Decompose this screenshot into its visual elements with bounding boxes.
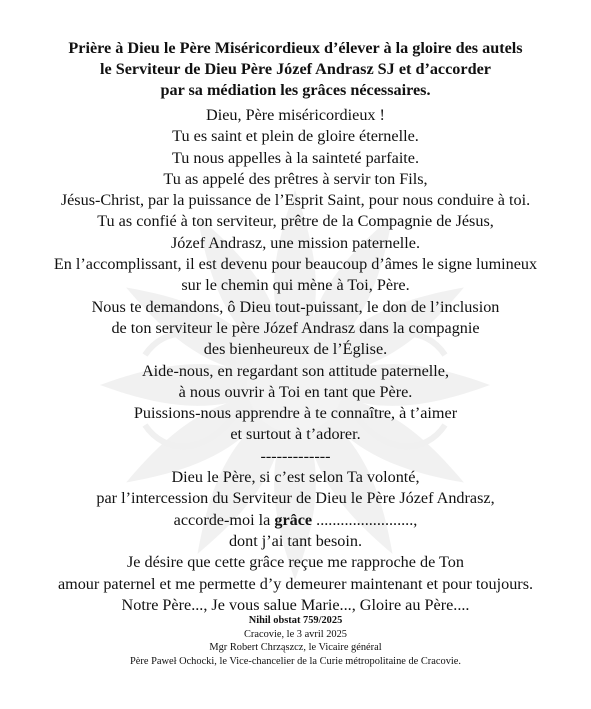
prayer-line: sur le chemin qui mène à Toi, Père. <box>181 276 410 295</box>
approval-date: Cracovie, le 3 avril 2025 <box>243 628 347 640</box>
prayer-line: des bienheureux de l’Église. <box>203 340 388 359</box>
prayer-line: Józef Andrasz, une mission paternelle. <box>170 233 421 252</box>
grace-blank: ........................, <box>316 510 418 529</box>
nihil-obstat: Nihil obstat 759/2025 <box>248 615 343 626</box>
prayer-title <box>10 38 581 101</box>
prayer-line: Dieu, Père miséricordieux ! <box>206 106 385 124</box>
vice-chancellor: Père Paweł Ochocki, le Vice-chancelier de la Curie métropolitaine de Cracovie. <box>130 655 461 667</box>
grace-word: grâce <box>274 510 313 529</box>
prayer-line: Puissions-nous apprendre à te connaître, à t’aimer <box>133 404 458 423</box>
prayer-body <box>10 105 581 616</box>
prayer-line: Nous te demandons, ô Dieu tout-puissant, le don de l’inclusion <box>91 297 500 316</box>
petition-line: Dieu le Père, si c’est selon Ta volonté, <box>171 468 420 487</box>
prayer-line: de ton serviteur le père Józef Andrasz dans la compagnie <box>111 318 480 337</box>
title-line: le Serviteur de Dieu Père Józef Andrasz SJ et d’accorder <box>100 60 491 78</box>
closing-prayers: Notre Père..., Je vous salue Marie..., Gloire au Père.... <box>121 595 470 614</box>
imprimatur-footer <box>10 614 581 668</box>
vicar-general: Mgr Robert Chrząszcz, le Vicaire général <box>209 642 382 654</box>
prayer-line: Aide-nous, en regardant son attitude paternelle, <box>141 361 449 380</box>
prayer-line: En l’accomplissant, il est devenu pour beaucoup d’âmes le signe lumineux <box>53 255 538 274</box>
petition-line: amour paternel et me permette d’y demeurer maintenant et pour toujours. <box>57 574 534 593</box>
prayer-line: Jésus-Christ, par la puissance de l’Esprit Saint, pour nous conduire à toi. <box>60 191 531 210</box>
prayer-line: Tu as appelé des prêtres à servir ton Fils, <box>163 169 428 188</box>
prayer-line: à nous ouvrir à Toi en tant que Père. <box>178 382 413 401</box>
petition-line: Je désire que cette grâce reçue me rapproche de Ton <box>127 553 464 572</box>
prayer-line: Tu es saint et plein de gloire éternelle. <box>172 127 419 146</box>
title-line: Prière à Dieu le Père Miséricordieux d’élever à la gloire des autels <box>68 39 523 57</box>
petition-line: par l’intercession du Serviteur de Dieu le Père Józef Andrasz, <box>96 489 495 508</box>
petition-line <box>10 510 581 531</box>
prayer-line: Tu as confié à ton serviteur, prêtre de la Compagnie de Jésus, <box>97 212 494 231</box>
title-line: par sa médiation les grâces nécessaires. <box>160 81 431 99</box>
prayer-line: Tu nous appelles à la sainteté parfaite. <box>171 148 420 167</box>
prayer-line: et surtout à t’adorer. <box>230 425 361 444</box>
petition-text: accorde-moi la <box>173 510 271 529</box>
separator: ------------- <box>260 446 331 465</box>
petition-line: dont j’ai tant besoin. <box>228 531 363 550</box>
